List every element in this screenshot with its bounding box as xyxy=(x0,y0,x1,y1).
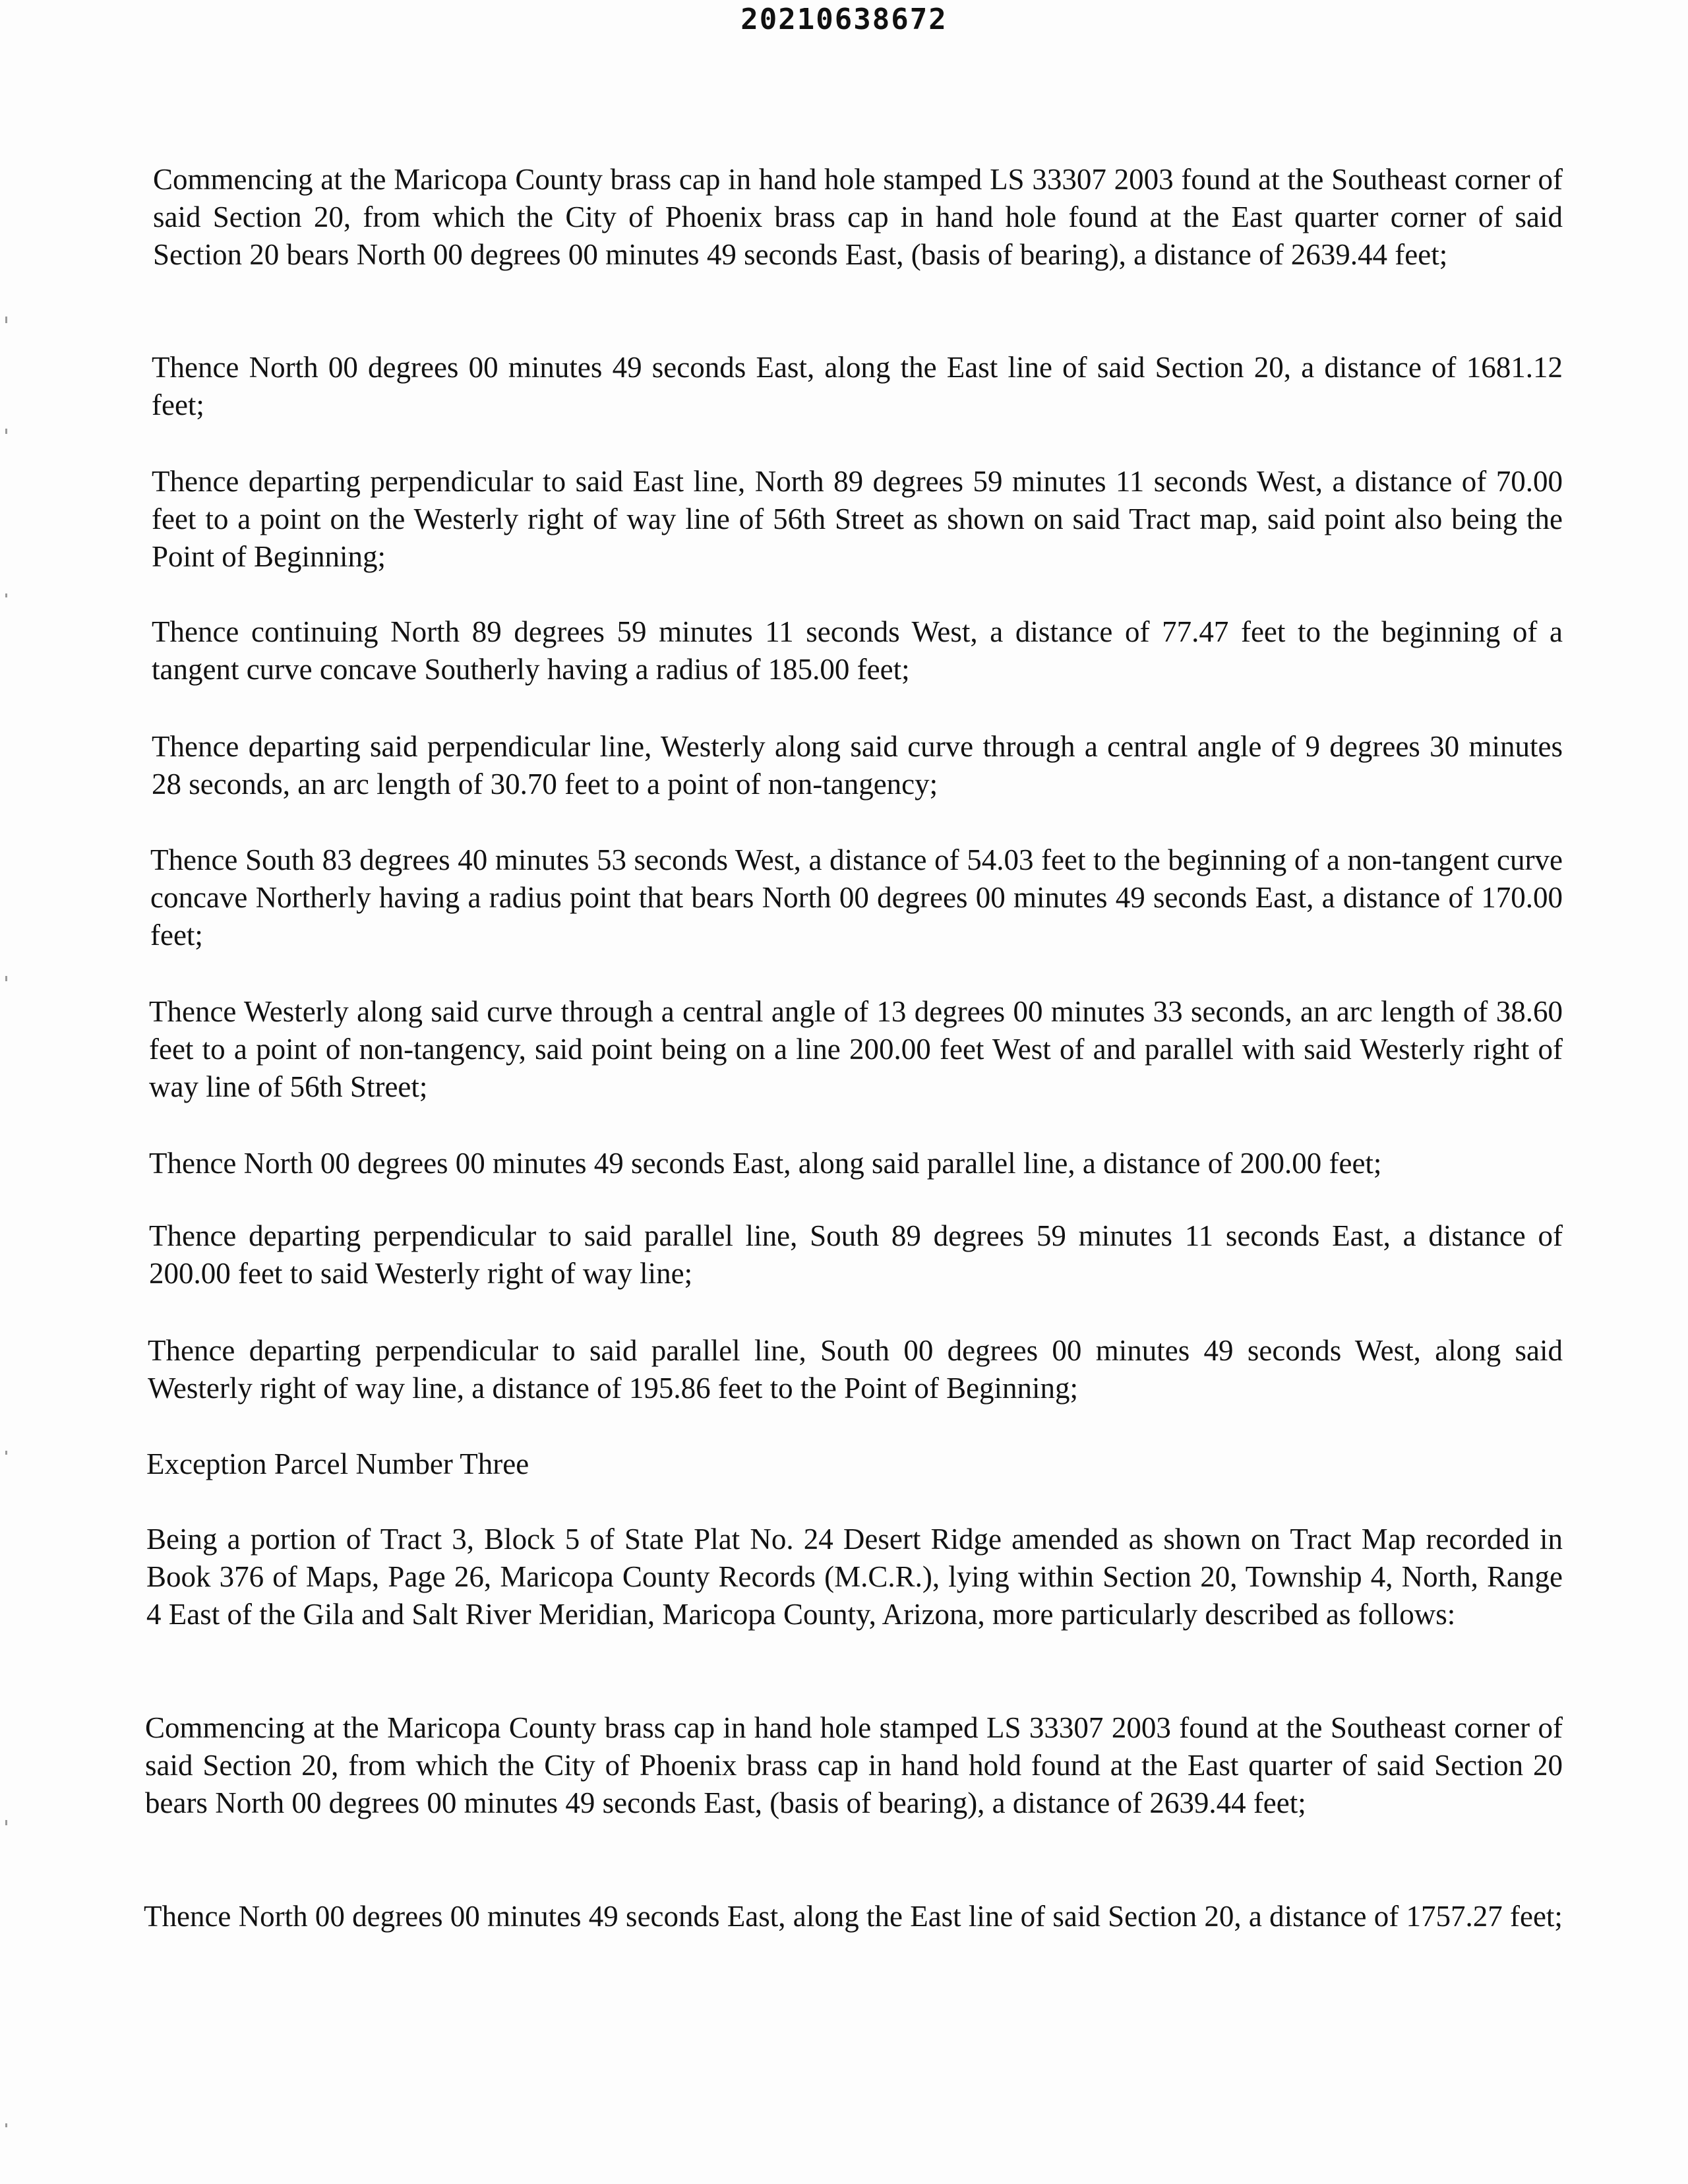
paragraph-course-north-east-line-second: Thence North 00 degrees 00 minutes 49 seconds East, along the East line of said Section 20, a distance of 1757.27 feet; xyxy=(144,1900,1563,1933)
paragraph-course-westerly-curve: Thence Westerly along said curve through a central angle of 13 degrees 00 minutes 33 seconds, an arc length of 38.60 feet to a point of non-tangency, said point being on a line 200.00 feet West of and parallel with said Westerly right of way line of 56th Street; xyxy=(149,995,1563,1103)
recording-number: 20210638672 xyxy=(740,3,948,36)
paragraph-course-south-east: Thence departing perpendicular to said parallel line, South 89 degrees 59 minutes 11 seconds East, a distance of 200.00 feet to said Westerly right of way line; xyxy=(149,1219,1563,1290)
paragraph-course-tangent-curve: Thence continuing North 89 degrees 59 minutes 11 seconds West, a distance of 77.47 feet to the beginning of a tangent curve concave Southerly having a radius of 185.00 feet; xyxy=(152,615,1563,686)
paragraph-commencing-point-second: Commencing at the Maricopa County brass cap in hand hole stamped LS 33307 2003 found at the Southeast corner of said Section 20, from which the City of Phoenix brass cap in hand hold found at the East quarter of said Section 20 bears North 00 degrees 00 minutes 49 seconds East, (basis of bearing), a distance of 2639.44 feet; xyxy=(145,1711,1563,1819)
paragraph-course-curve-arc: Thence departing said perpendicular line, Westerly along said curve through a central angle of 9 degrees 30 minutes 28 seconds, an arc length of 30.70 feet to a point of non-tangency; xyxy=(152,730,1563,801)
paragraph-course-north-east-line: Thence North 00 degrees 00 minutes 49 seconds East, along the East line of said Section 20, a distance of 1681.12 feet; xyxy=(152,351,1563,421)
paragraph-course-parallel-line: Thence North 00 degrees 00 minutes 49 seconds East, along said parallel line, a distance of 200.00 feet; xyxy=(149,1147,1382,1180)
paragraph-point-of-beginning: Thence departing perpendicular to said East line, North 89 degrees 59 minutes 11 seconds West, a distance of 70.00 feet to a point on the Westerly right of way line of 56th Street as shown on said Tract map, said point also being the Point of Beginning; xyxy=(152,465,1563,573)
section-heading-exception-parcel: Exception Parcel Number Three xyxy=(146,1447,529,1480)
paragraph-parcel-description: Being a portion of Tract 3, Block 5 of State Plat No. 24 Desert Ridge amended as shown on Tract Map recorded in Book 376 of Maps, Page 26, Maricopa County Records (M.C.R.), lying within Section 20, Township 4, North, Range 4 East of the Gila and Salt River Meridian, Maricopa County, Arizona, more particularly described as follows: xyxy=(146,1523,1563,1631)
paragraph-course-return-to-beginning: Thence departing perpendicular to said parallel line, South 00 degrees 00 minutes 49 seconds West, along said Westerly right of way line, a distance of 195.86 feet to the Point of Beginning; xyxy=(148,1334,1563,1405)
paragraph-commencing-point: Commencing at the Maricopa County brass cap in hand hole stamped LS 33307 2003 found at the Southeast corner of said Section 20, from which the City of Phoenix brass cap in hand hole found at the East quarter corner of said Section 20 bears North 00 degrees 00 minutes 49 seconds East, (basis of bearing), a distance of 2639.44 feet; xyxy=(153,163,1563,271)
paragraph-course-non-tangent-curve: Thence South 83 degrees 40 minutes 53 seconds West, a distance of 54.03 feet to the beginning of a non-tangent curve concave Northerly having a radius point that bears North 00 degrees 00 minutes 49 seconds East, a distance of 170.00 feet; xyxy=(150,843,1563,952)
